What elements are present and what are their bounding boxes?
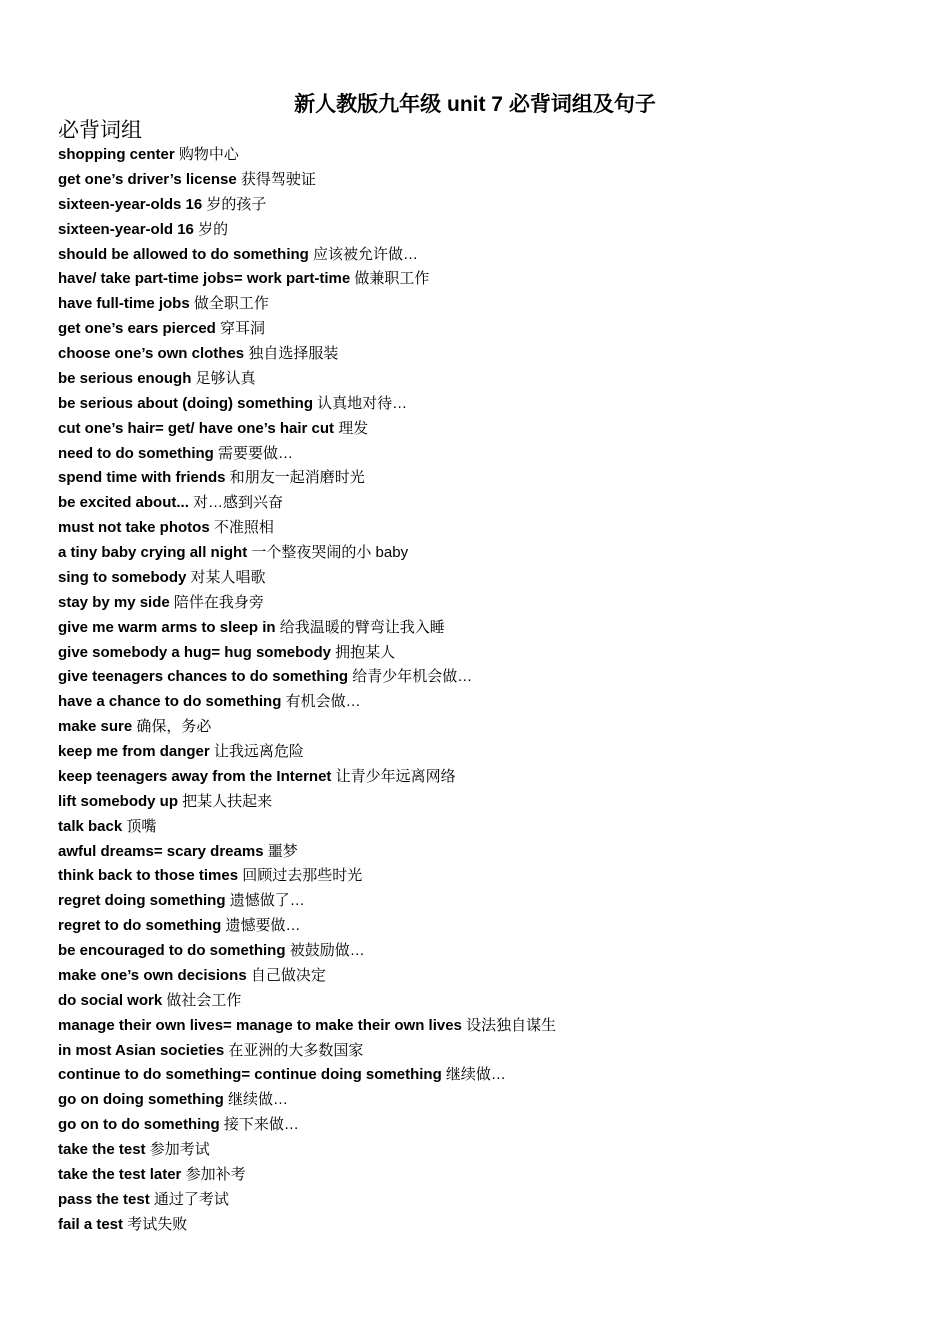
phrase-english: a tiny baby crying all night xyxy=(58,544,248,561)
phrase-english: awful dreams= scary dreams xyxy=(58,842,264,860)
phrase-chinese: 购物中心 xyxy=(178,146,239,163)
phrase-english: be serious enough xyxy=(58,369,192,387)
phrase-chinese: 被鼓励做… xyxy=(289,942,365,959)
phrase-english: get one’s ears pierced xyxy=(58,320,216,338)
phrase-chinese: 通过了考试 xyxy=(153,1190,229,1208)
phrase-chinese: 足够认真 xyxy=(195,369,256,387)
phrase-chinese: 理发 xyxy=(338,419,369,437)
phrase-chinese: 对…感到兴奋 xyxy=(193,494,284,512)
phrase-english: make one’s own decisions xyxy=(58,966,247,984)
phrase-english: talk back xyxy=(58,817,123,835)
phrase-item xyxy=(58,1163,556,1188)
phrase-chinese: 不准照相 xyxy=(213,519,274,537)
phrase-item xyxy=(58,840,556,865)
phrase-item xyxy=(58,914,556,939)
phrase-chinese: 穿耳洞 xyxy=(220,320,266,338)
phrase-chinese: 遗憾做了… xyxy=(229,892,305,910)
phrase-english: go on doing something xyxy=(58,1091,224,1109)
phrase-item xyxy=(58,1088,556,1113)
phrase-item xyxy=(58,616,556,641)
phrase-english: be encouraged to do something xyxy=(58,942,286,959)
phrase-chinese: 获得驾驶证 xyxy=(240,170,316,188)
phrase-english: stay by my side xyxy=(58,593,170,611)
phrase-chinese: 拥抱某人 xyxy=(335,643,396,661)
phrase-item xyxy=(58,392,556,417)
phrase-item xyxy=(58,765,556,790)
phrase-english: think back to those times xyxy=(58,867,239,885)
phrase-chinese: 确保，务必 xyxy=(136,718,212,736)
phrase-english: cut one’s hair= get/ have one’s hair cut xyxy=(58,419,335,437)
section-heading: 必背词组 xyxy=(58,119,142,142)
phrase-chinese: 需要要做… xyxy=(218,444,294,462)
phrase-chinese: 对某人唱歌 xyxy=(190,568,266,586)
phrase-chinese: 应该被允许做… xyxy=(313,245,419,263)
phrase-english: spend time with friends xyxy=(58,469,226,487)
phrase-chinese: 噩梦 xyxy=(267,842,298,860)
phrase-item xyxy=(58,889,556,914)
phrase-chinese: 认真地对待… xyxy=(317,394,408,412)
phrase-item xyxy=(58,665,556,690)
phrase-item xyxy=(58,1113,556,1138)
phrase-english: give teenagers chances to do something xyxy=(58,668,349,686)
phrase-english: fail a test xyxy=(58,1215,124,1233)
phrase-chinese: 让青少年远离网络 xyxy=(335,767,456,785)
phrase-chinese: 参加补考 xyxy=(185,1165,246,1183)
phrase-list xyxy=(58,143,556,1238)
phrase-item xyxy=(58,516,556,541)
phrase-chinese: 给青少年机会做… xyxy=(352,668,473,686)
phrase-item xyxy=(58,292,556,317)
phrase-chinese: 把某人扶起来 xyxy=(182,792,273,810)
phrase-english: sing to somebody xyxy=(58,568,187,586)
phrase-item xyxy=(58,964,556,989)
phrase-english: in most Asian societies xyxy=(58,1041,225,1059)
phrase-item xyxy=(58,342,556,367)
phrase-chinese: 考试失败 xyxy=(127,1215,188,1233)
phrase-english: keep teenagers away from the Internet xyxy=(58,767,332,785)
phrase-chinese: 继续做… xyxy=(445,1066,506,1084)
phrase-chinese: 一个整夜哭闹的小 baby xyxy=(251,544,409,561)
phrase-item xyxy=(58,168,556,193)
phrase-item xyxy=(58,267,556,292)
phrase-item xyxy=(58,417,556,442)
phrase-english: regret doing something xyxy=(58,892,226,910)
phrase-chinese: 参加考试 xyxy=(149,1141,210,1158)
phrase-item xyxy=(58,1188,556,1213)
phrase-english: give me warm arms to sleep in xyxy=(58,618,276,636)
phrase-item xyxy=(58,815,556,840)
phrase-english: lift somebody up xyxy=(58,792,178,810)
phrase-chinese: 做兼职工作 xyxy=(354,270,430,288)
phrase-chinese: 做全职工作 xyxy=(193,295,269,313)
phrase-item xyxy=(58,367,556,392)
phrase-item xyxy=(58,193,556,218)
phrase-chinese: 独自选择服装 xyxy=(248,345,339,362)
phrase-item xyxy=(58,790,556,815)
phrase-item xyxy=(58,641,556,666)
phrase-english: do social work xyxy=(58,991,163,1009)
phrase-english: shopping center xyxy=(58,146,175,163)
phrase-english: need to do something xyxy=(58,444,214,462)
phrase-item xyxy=(58,740,556,765)
phrase-item xyxy=(58,591,556,616)
phrase-english: keep me from danger xyxy=(58,743,210,760)
phrase-item xyxy=(58,491,556,516)
document-title: 新人教版九年级 unit 7 必背词组及句子 xyxy=(294,93,656,116)
phrase-chinese: 做社会工作 xyxy=(166,991,242,1009)
phrase-chinese: 陪伴在我身旁 xyxy=(173,593,264,611)
phrase-english: be serious about (doing) something xyxy=(58,394,313,412)
phrase-english: be excited about... xyxy=(58,494,189,512)
phrase-chinese: 遗憾要做… xyxy=(225,917,301,935)
phrase-english: have full-time jobs xyxy=(58,295,190,313)
phrase-english: sixteen-year-old 16 xyxy=(58,220,194,238)
phrase-item xyxy=(58,1138,556,1163)
phrase-english: get one’s driver’s license xyxy=(58,170,237,188)
phrase-english: pass the test xyxy=(58,1190,150,1208)
phrase-english: go on to do something xyxy=(58,1116,220,1134)
phrase-chinese: 有机会做… xyxy=(285,693,361,711)
phrase-chinese: 自己做决定 xyxy=(250,966,326,984)
phrase-item xyxy=(58,566,556,591)
phrase-item xyxy=(58,442,556,467)
phrase-item xyxy=(58,1063,556,1088)
phrase-english: should be allowed to do something xyxy=(58,245,309,263)
phrase-english: have/ take part-time jobs= work part-time xyxy=(58,270,351,288)
phrase-english: take the test xyxy=(58,1141,146,1158)
phrase-item xyxy=(58,143,556,168)
phrase-item xyxy=(58,864,556,889)
phrase-english: must not take photos xyxy=(58,519,210,537)
phrase-chinese: 给我温暖的臂弯让我入睡 xyxy=(279,618,445,636)
phrase-item xyxy=(58,466,556,491)
phrase-item xyxy=(58,715,556,740)
phrase-item xyxy=(58,690,556,715)
phrase-english: manage their own lives= manage to make their own lives xyxy=(58,1016,462,1034)
phrase-english: give somebody a hug= hug somebody xyxy=(58,643,331,661)
phrase-chinese: 让我远离危险 xyxy=(213,743,304,760)
phrase-chinese: 回顾过去那些时光 xyxy=(242,867,363,885)
phrase-english: continue to do something= continue doing something xyxy=(58,1066,442,1084)
phrase-english: choose one’s own clothes xyxy=(58,345,245,362)
phrase-item xyxy=(58,1014,556,1039)
phrase-chinese: 继续做… xyxy=(227,1091,288,1109)
phrase-item xyxy=(58,939,556,964)
phrase-item xyxy=(58,218,556,243)
phrase-chinese: 和朋友一起消磨时光 xyxy=(229,469,365,487)
phrase-english: make sure xyxy=(58,718,133,736)
phrase-item xyxy=(58,989,556,1014)
phrase-item xyxy=(58,1039,556,1064)
phrase-item xyxy=(58,317,556,342)
phrase-chinese: 岁的 xyxy=(198,220,229,238)
phrase-chinese: 接下来做… xyxy=(223,1116,299,1134)
phrase-english: regret to do something xyxy=(58,917,222,935)
phrase-item xyxy=(58,1213,556,1238)
phrase-chinese: 在亚洲的大多数国家 xyxy=(228,1041,364,1059)
phrase-english: have a chance to do something xyxy=(58,693,282,711)
phrase-chinese: 岁的孩子 xyxy=(206,195,267,213)
phrase-english: take the test later xyxy=(58,1165,182,1183)
phrase-chinese: 顶嘴 xyxy=(126,817,157,835)
phrase-item xyxy=(58,541,556,566)
phrase-item xyxy=(58,243,556,268)
phrase-english: sixteen-year-olds 16 xyxy=(58,195,203,213)
phrase-chinese: 设法独自谋生 xyxy=(466,1016,557,1034)
